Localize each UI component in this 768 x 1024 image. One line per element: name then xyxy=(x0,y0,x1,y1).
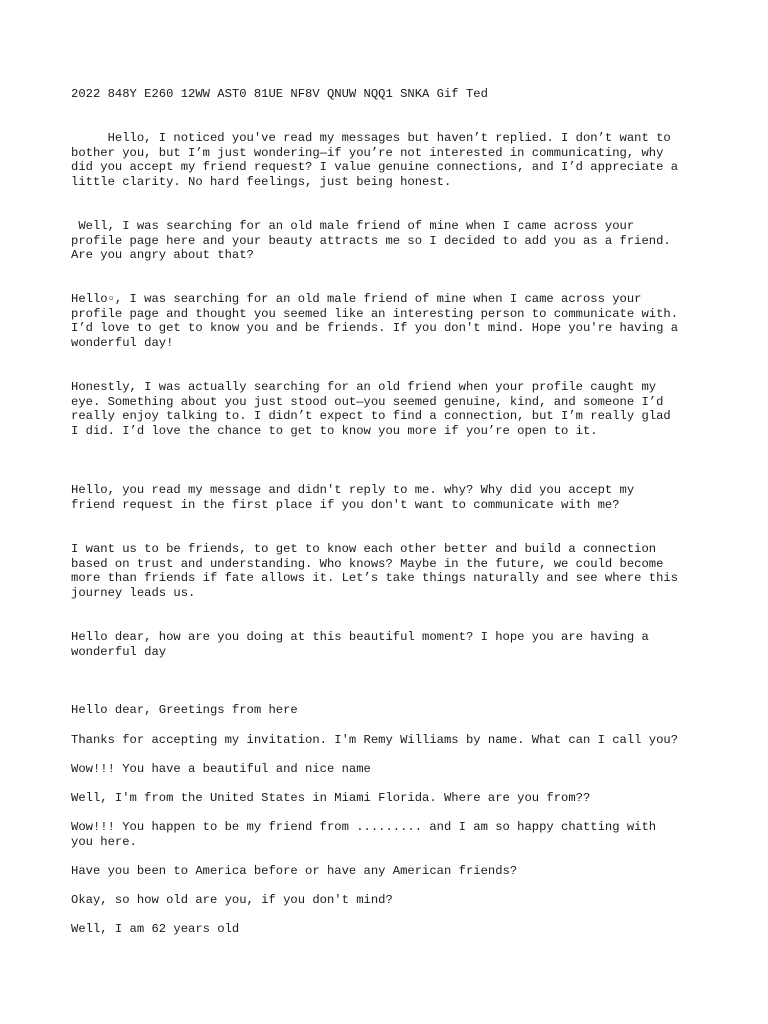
chat-line: Wow!!! You have a beautiful and nice name xyxy=(71,762,371,776)
header-code: 2022 848Y E260 12WW AST0 81UE NF8V QNUW NQQ1 SNKA Gif Ted xyxy=(71,87,488,101)
paragraph-unreplied: Hello, I noticed you've read my messages but haven’t replied. I don’t want to bother you, but I’m just wondering—if you’re not interested in communicating, why did you accept my friend request? I value genuine connections, and I’d appreciate a little clarity. No hard feelings, just being honest. xyxy=(71,131,679,189)
chat-line: Have you been to America before or have any American friends? xyxy=(71,864,518,878)
paragraph-honestly: Honestly, I was actually searching for an old friend when your profile caught my eye. Something about you just stood out—you seemed genuine, kind, and someone I’d really enjoy talking to. I didn’t expect to find a connection, but I’m really glad I did. I’d love the chance to get to know you more if you’re open to it. xyxy=(71,380,671,438)
paragraph-be-friends: I want us to be friends, to get to know each other better and build a connection based on trust and understanding. Who knows? Maybe in the future, we could become more than friends if fate allows it. Let’s take things naturally and see where this journey leads us. xyxy=(71,542,679,600)
chat-line: Thanks for accepting my invitation. I'm Remy Williams by name. What can I call you? xyxy=(71,733,679,747)
paragraph-interesting-person: Hello▫, I was searching for an old male friend of mine when I came across your profile page and thought you seemed like an interesting person to communicate with. I’d love to get to know you and be friends. If you don't mind. Hope you're having a wonderful day! xyxy=(71,292,679,350)
chat-line: Okay, so how old are you, if you don't mind? xyxy=(71,893,393,907)
paragraph-why-no-reply: Hello, you read my message and didn't reply to me. why? Why did you accept my friend request in the first place if you don't want to communicate with me? xyxy=(71,483,635,512)
chat-line: Well, I'm from the United States in Miami Florida. Where are you from?? xyxy=(71,791,591,805)
chat-line: Wow!!! You happen to be my friend from ......... and I am so happy chatting with you here. xyxy=(71,820,657,849)
paragraph-searching-friend: Well, I was searching for an old male friend of mine when I came across your profile page here and your beauty attracts me so I decided to add you as a friend. Are you angry about that? xyxy=(71,219,671,262)
paragraph-hello-dear: Hello dear, how are you doing at this beautiful moment? I hope you are having a wonderful day xyxy=(71,630,649,659)
chat-line: Hello dear, Greetings from here xyxy=(71,703,298,717)
chat-line: Well, I am 62 years old xyxy=(71,922,240,936)
